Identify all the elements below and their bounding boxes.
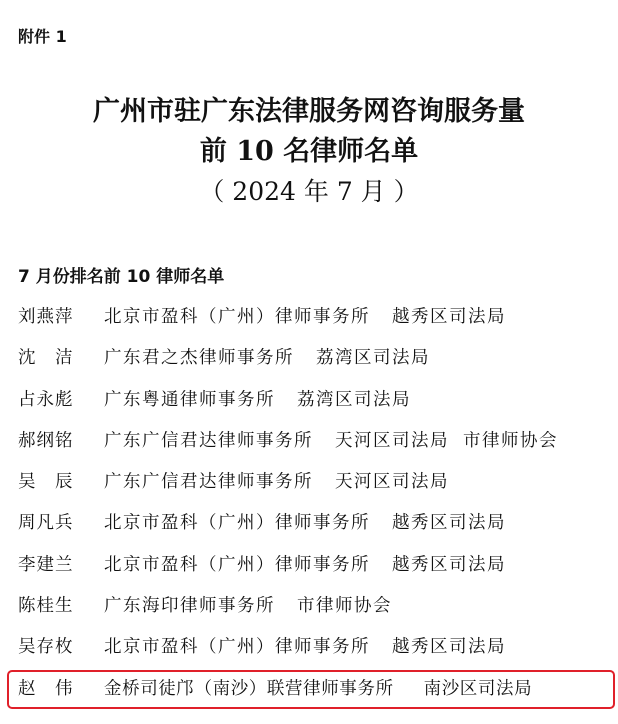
lawyer-name: 郝纲铭 — [18, 430, 74, 451]
recommending-org: 市律师协会 — [463, 430, 558, 451]
recommending-org: 市律师协会 — [297, 596, 392, 617]
lawyer-name: 李建兰 — [18, 554, 74, 575]
recommending-org: 荔湾区司法局 — [297, 389, 411, 410]
lawyer-name: 刘燕萍 — [18, 307, 74, 327]
law-firm: 北京市盈科（广州）律师事务所 — [104, 513, 370, 534]
lawyer-row — [18, 302, 618, 343]
lawyer-list — [18, 302, 618, 715]
recommending-org: 越秀区司法局 — [392, 637, 506, 658]
lawyer-row — [18, 426, 618, 467]
law-firm: 广东广信君达律师事务所 — [104, 472, 313, 493]
lawyer-row — [18, 632, 618, 673]
lawyer-name: 吴存枚 — [18, 637, 74, 658]
lawyer-row — [18, 467, 618, 508]
lawyer-name: 陈桂生 — [18, 596, 74, 617]
document-title — [0, 92, 618, 212]
law-firm: 广东粤通律师事务所 — [104, 389, 275, 410]
title-line-1: 广州市驻广东法律服务网咨询服务量 — [93, 96, 525, 127]
law-firm: 广东海印律师事务所 — [104, 596, 275, 617]
section-heading: 7 月份排名前 10 律师名单 — [18, 267, 225, 287]
lawyer-row-highlighted — [18, 674, 618, 715]
title-line-2: 前 10 名律师名单 — [199, 136, 419, 167]
law-firm: 广东广信君达律师事务所 — [104, 430, 313, 451]
title-date-line: （ 2024 年 7 月 ） — [199, 177, 419, 206]
recommending-org: 越秀区司法局 — [392, 513, 506, 534]
lawyer-row — [18, 343, 618, 384]
lawyer-name: 吴 辰 — [18, 472, 74, 493]
law-firm: 金桥司徒邝（南沙）联营律师事务所 — [104, 678, 394, 699]
recommending-org: 越秀区司法局 — [392, 307, 506, 327]
recommending-org: 天河区司法局 — [335, 472, 449, 493]
lawyer-row — [18, 591, 618, 632]
law-firm: 北京市盈科（广州）律师事务所 — [104, 637, 370, 658]
recommending-org: 荔湾区司法局 — [316, 348, 430, 369]
lawyer-name: 沈 洁 — [18, 348, 74, 369]
attachment-label: 附件 1 — [18, 27, 67, 46]
recommending-org: 越秀区司法局 — [392, 554, 506, 575]
lawyer-row — [18, 550, 618, 591]
lawyer-name: 周凡兵 — [18, 513, 74, 534]
recommending-org: 天河区司法局 — [335, 430, 449, 451]
law-firm: 北京市盈科（广州）律师事务所 — [104, 307, 370, 327]
lawyer-row — [18, 385, 618, 426]
law-firm: 北京市盈科（广州）律师事务所 — [104, 554, 370, 575]
law-firm: 广东君之杰律师事务所 — [104, 348, 294, 369]
lawyer-row — [18, 508, 618, 549]
lawyer-name: 赵 伟 — [18, 678, 74, 699]
recommending-org: 南沙区司法局 — [423, 678, 533, 699]
lawyer-name: 占永彪 — [18, 389, 74, 410]
